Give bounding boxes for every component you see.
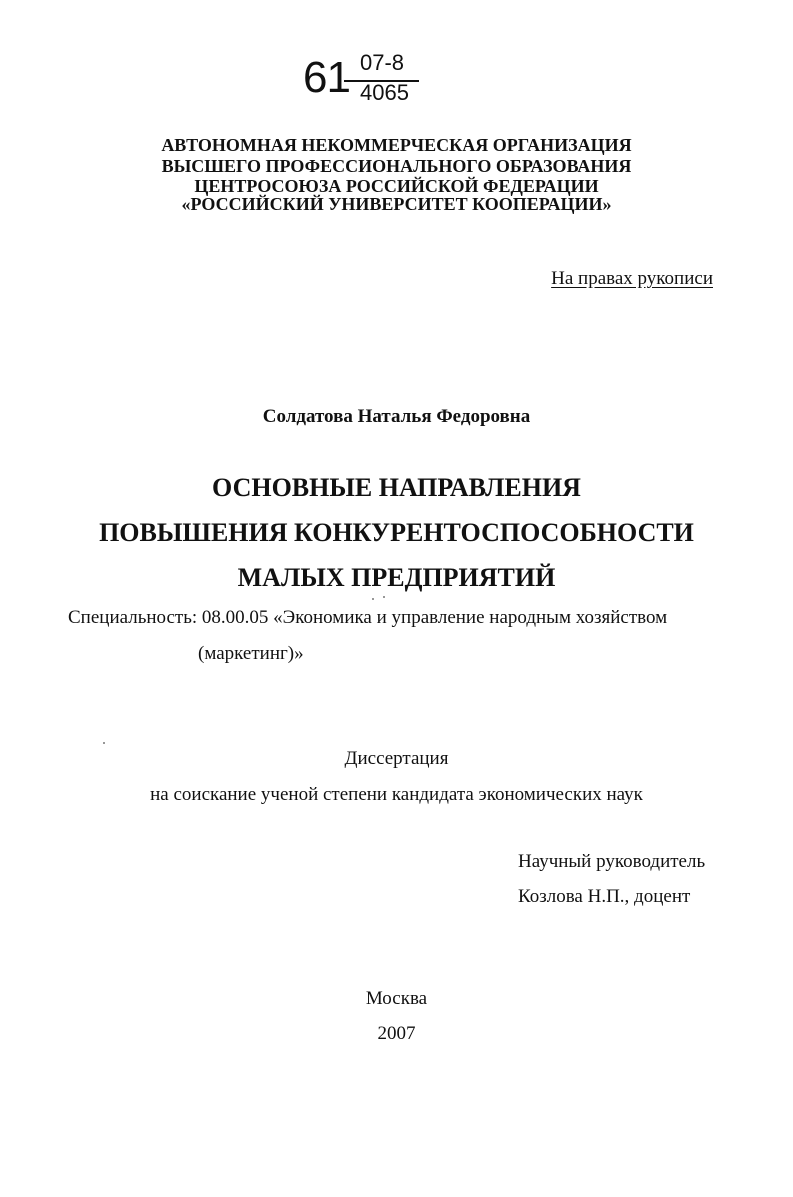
scan-speck <box>383 596 385 598</box>
year: 2007 <box>377 1023 416 1044</box>
city: Москва <box>365 988 428 1009</box>
organization-line-3: ЦЕНТРОСОЮЗА РОССИЙСКОЙ ФЕДЕРАЦИИ <box>194 176 599 196</box>
thesis-title-line-2: ПОВЫШЕНИЯ КОНКУРЕНТОСПОСОБНОСТИ <box>99 518 694 547</box>
manuscript-rights-note: На правах рукописи <box>551 268 713 289</box>
specialty-line-1: Специальность: 08.00.05 «Экономика и управление народным хозяйством <box>68 607 668 628</box>
organization-line-2: ВЫСШЕГО ПРОФЕССИОНАЛЬНОГО ОБРАЗОВАНИЯ <box>161 156 632 176</box>
scan-speck <box>372 598 374 600</box>
thesis-title-line-1: ОСНОВНЫЕ НАПРАВЛЕНИЯ <box>212 473 581 502</box>
work-type-label: Диссертация <box>344 748 449 769</box>
supervisor-label: Научный руководитель <box>518 851 706 872</box>
degree-line: на соискание ученой степени кандидата экономических наук <box>150 784 643 805</box>
registry-number-numerator: 07-8 <box>360 50 405 75</box>
organization-line-4: «РОССИЙСКИЙ УНИВЕРСИТЕТ КООПЕРАЦИИ» <box>181 194 612 214</box>
registry-number-denominator: 4065 <box>360 80 409 105</box>
registry-number-prefix: 61 <box>303 53 350 102</box>
supervisor-name: Козлова Н.П., доцент <box>518 886 691 907</box>
scan-speck <box>103 742 105 744</box>
specialty-line-2: (маркетинг)» <box>198 643 304 664</box>
author-name: Солдатова Наталья Федоровна <box>262 406 531 427</box>
organization-line-1: АВТОНОМНАЯ НЕКОММЕРЧЕСКАЯ ОРГАНИЗАЦИЯ <box>161 135 632 155</box>
thesis-title-line-3: МАЛЫХ ПРЕДПРИЯТИЙ <box>237 563 556 592</box>
